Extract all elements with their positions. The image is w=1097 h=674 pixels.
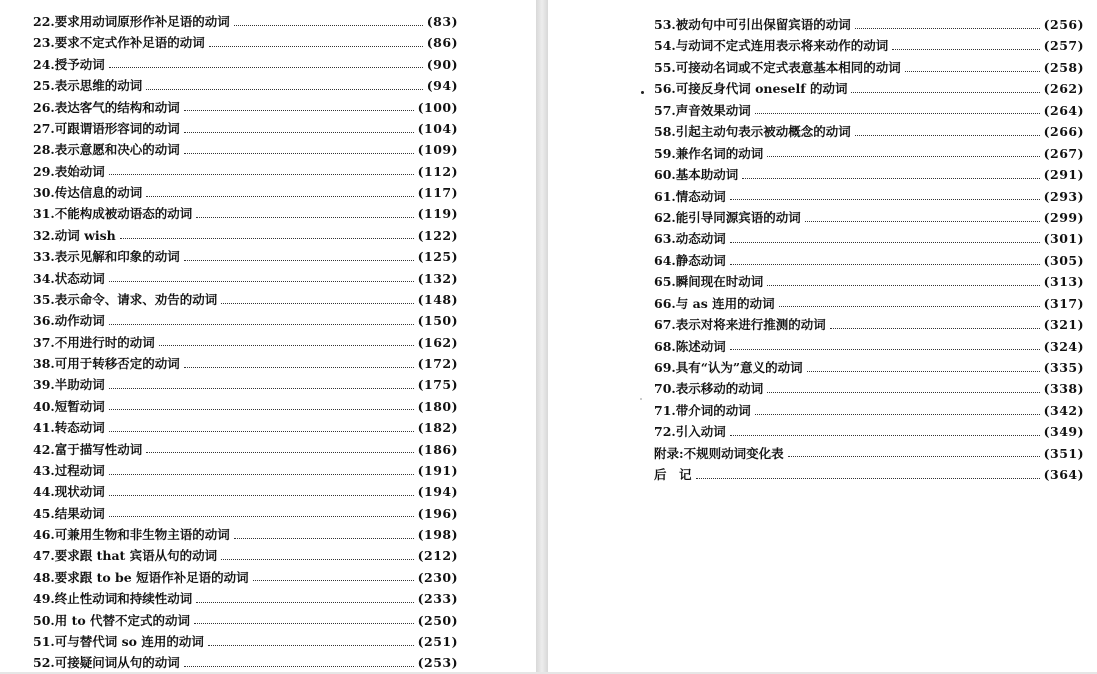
toc-entry: [33, 54, 458, 75]
entry-title: 26.表达客气的结构和动词: [33, 99, 180, 115]
entry-title: 70.表示移动的动词: [654, 381, 764, 397]
page-number: (253): [417, 655, 458, 671]
entry-title: 44.现状动词: [33, 484, 105, 500]
toc-entry: [33, 161, 458, 182]
toc-entry: [654, 207, 1084, 228]
page-number: (100): [417, 99, 458, 115]
toc-entry: [654, 464, 1084, 485]
toc-entry: [654, 14, 1084, 35]
entry-title: 29.表始动词: [33, 163, 105, 179]
toc-entry: [33, 374, 458, 395]
toc-entry: [654, 100, 1084, 121]
toc-entry: [33, 610, 458, 631]
page-number: (162): [417, 334, 458, 350]
toc-entry: [654, 78, 1084, 99]
page-number: (94): [426, 78, 458, 94]
toc-entry: [33, 396, 458, 417]
page-number: (104): [417, 120, 458, 136]
entry-title: 55.可接动名词或不定式表意基本相同的动词: [654, 59, 901, 75]
toc-entry: [654, 378, 1084, 399]
toc-entry: [33, 139, 458, 160]
toc-entry: [654, 357, 1084, 378]
toc-entry: [654, 143, 1084, 164]
entry-title: 46.可兼用生物和非生物主语的动词: [33, 527, 230, 542]
dot-leader: [892, 48, 1039, 50]
left-page: [0, 0, 536, 672]
dot-leader: [146, 195, 413, 197]
dot-leader: [742, 177, 1039, 179]
entry-title: 50.用 to 代替不定式的动词: [33, 612, 191, 628]
entry-title: 31.不能构成被动语态的动词: [33, 206, 193, 222]
page-number: (257): [1043, 38, 1084, 54]
dot-leader: [767, 284, 1039, 286]
toc-list-left: [33, 11, 458, 674]
page-number: (90): [426, 56, 458, 72]
page-number: (196): [417, 505, 458, 521]
entry-title: 59.兼作名词的动词: [654, 145, 764, 161]
dot-leader: [194, 622, 414, 624]
entry-title: 42.富于描写性动词: [33, 441, 143, 457]
page-number: (293): [1043, 188, 1084, 204]
page-number: (317): [1043, 295, 1084, 311]
dot-leader: [788, 455, 1040, 457]
toc-entry: [654, 186, 1084, 207]
page-number: (186): [417, 441, 458, 457]
page-number: (125): [417, 249, 458, 265]
dot-leader: [146, 451, 413, 453]
toc-entry: [33, 182, 458, 203]
page-number: (150): [417, 313, 458, 329]
entry-title: 64.静态动词: [654, 252, 726, 268]
toc-entry: [33, 332, 458, 353]
dot-leader: [146, 88, 423, 90]
dot-leader: [109, 515, 414, 517]
entry-title: 36.动作动词: [33, 313, 105, 329]
entry-title: 24.授予动词: [33, 56, 105, 72]
entry-title: 58.引起主动句表示被动概念的动词: [654, 124, 851, 140]
dot-leader: [184, 259, 414, 261]
dot-leader: [779, 305, 1040, 307]
toc-entry: [33, 75, 458, 96]
toc-entry: [33, 524, 458, 545]
entry-title: 45.结果动词: [33, 505, 105, 521]
toc-entry: [33, 97, 458, 118]
page-number: (264): [1043, 102, 1084, 118]
page-number: (83): [426, 14, 458, 29]
dot-leader: [109, 473, 414, 475]
page-number: (132): [417, 270, 458, 286]
toc-list-right: [654, 14, 1084, 486]
page-number: (109): [417, 142, 458, 158]
dot-leader: [109, 387, 414, 389]
dot-leader: [730, 198, 1040, 200]
dot-leader: [196, 216, 413, 218]
toc-entry: [33, 631, 458, 652]
dot-leader: [730, 263, 1040, 265]
toc-entry: [33, 203, 458, 224]
entry-title: 28.表示意愿和决心的动词: [33, 142, 180, 158]
dot-leader: [805, 220, 1040, 222]
toc-entry: [33, 11, 458, 32]
dot-leader: [109, 430, 414, 432]
dot-leader: [755, 112, 1040, 114]
entry-title: 37.不用进行时的动词: [33, 334, 155, 350]
dot-leader: [184, 131, 414, 133]
dot-leader: [696, 477, 1040, 479]
toc-entry: [33, 289, 458, 310]
toc-entry: [33, 439, 458, 460]
page-number: (250): [417, 612, 458, 628]
entry-title: 38.可用于转移否定的动词: [33, 356, 180, 371]
page-number: (194): [417, 484, 458, 500]
entry-title: 52.可接疑问词从句的动词: [33, 655, 180, 671]
dot-leader: [830, 327, 1040, 329]
dot-leader: [253, 579, 414, 581]
scan-speck: [640, 398, 642, 400]
book-gutter: [536, 0, 548, 672]
dot-leader: [184, 366, 414, 368]
entry-title: 49.终止性动词和持续性动词: [33, 591, 193, 607]
entry-title: 41.转态动词: [33, 420, 105, 436]
entry-title: 51.可与替代词 so 连用的动词: [33, 633, 204, 649]
page-number: (175): [417, 377, 458, 393]
entry-title: 43.过程动词: [33, 462, 105, 478]
toc-entry: [654, 121, 1084, 142]
entry-title: 32.动词 wish: [33, 227, 116, 243]
dot-leader: [109, 323, 414, 325]
toc-entry: [654, 336, 1084, 357]
dot-leader: [767, 391, 1039, 393]
page-number: (86): [426, 35, 458, 51]
dot-leader: [851, 91, 1039, 93]
entry-title: 34.状态动词: [33, 270, 105, 286]
entry-title: 53.被动句中可引出保留宾语的动词: [654, 17, 851, 32]
toc-entry: [33, 310, 458, 331]
entry-title: 67.表示对将来进行推测的动词: [654, 317, 826, 333]
toc-entry: [33, 460, 458, 481]
toc-entry: [654, 164, 1084, 185]
toc-entry: [33, 588, 458, 609]
page-number: (321): [1043, 317, 1084, 333]
toc-entry: [33, 246, 458, 267]
dot-leader: [184, 152, 414, 154]
entry-title: 33.表示见解和印象的动词: [33, 249, 180, 265]
dot-leader: [730, 241, 1040, 243]
page-number: (112): [417, 163, 458, 179]
entry-title: 62.能引导同源宾语的动词: [654, 209, 801, 225]
entry-title: 66.与 as 连用的动词: [654, 295, 775, 311]
entry-title: 23.要求不定式作补足语的动词: [33, 35, 205, 51]
page-number: (180): [417, 398, 458, 414]
toc-entry: [654, 400, 1084, 421]
dot-leader: [159, 344, 414, 346]
dot-leader: [109, 408, 414, 410]
toc-entry: [33, 268, 458, 289]
entry-title: 71.带介词的动词: [654, 402, 751, 418]
toc-entry: [654, 57, 1084, 78]
entry-title: 69.具有“认为”意义的动词: [654, 360, 803, 375]
page-number: (230): [417, 569, 458, 585]
page-number: (119): [417, 206, 458, 222]
toc-entry: [654, 35, 1084, 56]
toc-entry: [654, 250, 1084, 271]
toc-entry: [33, 567, 458, 588]
page-number: (198): [417, 527, 458, 542]
page-number: (148): [417, 291, 458, 307]
dot-leader: [221, 302, 413, 304]
dot-leader: [234, 537, 414, 539]
dot-leader: [221, 558, 413, 560]
dot-leader: [730, 434, 1040, 436]
page-number: (299): [1043, 209, 1084, 225]
toc-entry: [654, 421, 1084, 442]
toc-entry: [33, 481, 458, 502]
page-number: (172): [417, 356, 458, 371]
entry-title: 48.要求跟 to be 短语作补足语的动词: [33, 569, 249, 585]
page-number: (258): [1043, 59, 1084, 75]
entry-title: 54.与动词不定式连用表示将来动作的动词: [654, 38, 889, 54]
toc-entry: [654, 293, 1084, 314]
page-number: (349): [1043, 424, 1084, 440]
entry-title: 68.陈述动词: [654, 338, 726, 354]
page-number: (335): [1043, 360, 1084, 375]
scan-dot: [641, 91, 644, 94]
dot-leader: [855, 27, 1040, 29]
right-page: [548, 0, 1097, 672]
toc-entry: [654, 271, 1084, 292]
toc-entry: [33, 545, 458, 566]
entry-title: 30.传达信息的动词: [33, 185, 143, 200]
toc-entry: [654, 443, 1084, 464]
toc-entry: [33, 503, 458, 524]
page-number: (324): [1043, 338, 1084, 354]
entry-title: 72.引入动词: [654, 424, 726, 440]
page-number: (338): [1043, 381, 1084, 397]
dot-leader: [234, 24, 423, 26]
page-number: (256): [1043, 17, 1084, 32]
page-number: (262): [1043, 81, 1084, 97]
entry-title: 附录:不规则动词变化表: [654, 445, 784, 461]
dot-leader: [208, 644, 414, 646]
page-number: (122): [417, 227, 458, 243]
page-number: (364): [1043, 467, 1084, 483]
dot-leader: [184, 665, 414, 667]
dot-leader: [755, 413, 1040, 415]
page-number: (305): [1043, 252, 1084, 268]
page-number: (182): [417, 420, 458, 436]
entry-title: 27.可跟谓语形容词的动词: [33, 120, 180, 136]
dot-leader: [209, 45, 423, 47]
entry-title: 61.情态动词: [654, 188, 726, 204]
toc-entry: [33, 353, 458, 374]
toc-entry: [654, 228, 1084, 249]
dot-leader: [196, 601, 413, 603]
dot-leader: [807, 370, 1040, 372]
entry-title: 40.短暂动词: [33, 398, 105, 414]
entry-title: 47.要求跟 that 宾语从句的动词: [33, 548, 218, 564]
entry-title: 65.瞬间现在时动词: [654, 274, 764, 290]
toc-entry: [33, 225, 458, 246]
dot-leader: [120, 237, 414, 239]
page-number: (291): [1043, 167, 1084, 183]
dot-leader: [109, 280, 414, 282]
dot-leader: [109, 494, 414, 496]
entry-title: 63.动态动词: [654, 231, 726, 247]
dot-leader: [109, 173, 414, 175]
entry-title: 60.基本助动词: [654, 167, 739, 183]
entry-title: 25.表示思维的动词: [33, 78, 143, 94]
dot-leader: [855, 134, 1040, 136]
page-number: (117): [417, 185, 458, 200]
toc-entry: [33, 32, 458, 53]
toc-entry: [654, 314, 1084, 335]
entry-title: 56.可接反身代词 oneself 的动词: [654, 81, 848, 97]
page-number: (233): [417, 591, 458, 607]
page-number: (351): [1043, 445, 1084, 461]
dot-leader: [109, 66, 423, 68]
entry-title: 35.表示命令、请求、劝告的动词: [33, 291, 218, 307]
page-number: (251): [417, 633, 458, 649]
entry-title: 57.声音效果动词: [654, 102, 751, 118]
page-number: (191): [417, 462, 458, 478]
page-number: (267): [1043, 145, 1084, 161]
page-number: (342): [1043, 402, 1084, 418]
entry-title: 22.要求用动词原形作补足语的动词: [33, 14, 230, 29]
dot-leader: [184, 109, 414, 111]
page-number: (266): [1043, 124, 1084, 140]
dot-leader: [730, 348, 1040, 350]
page-number: (212): [417, 548, 458, 564]
toc-entry: [33, 652, 458, 673]
page-number: (301): [1043, 231, 1084, 247]
toc-entry: [33, 417, 458, 438]
entry-title: 后 记: [654, 467, 692, 483]
page-number: (313): [1043, 274, 1084, 290]
dot-leader: [905, 70, 1040, 72]
dot-leader: [767, 155, 1039, 157]
entry-title: 39.半助动词: [33, 377, 105, 393]
toc-entry: [33, 118, 458, 139]
